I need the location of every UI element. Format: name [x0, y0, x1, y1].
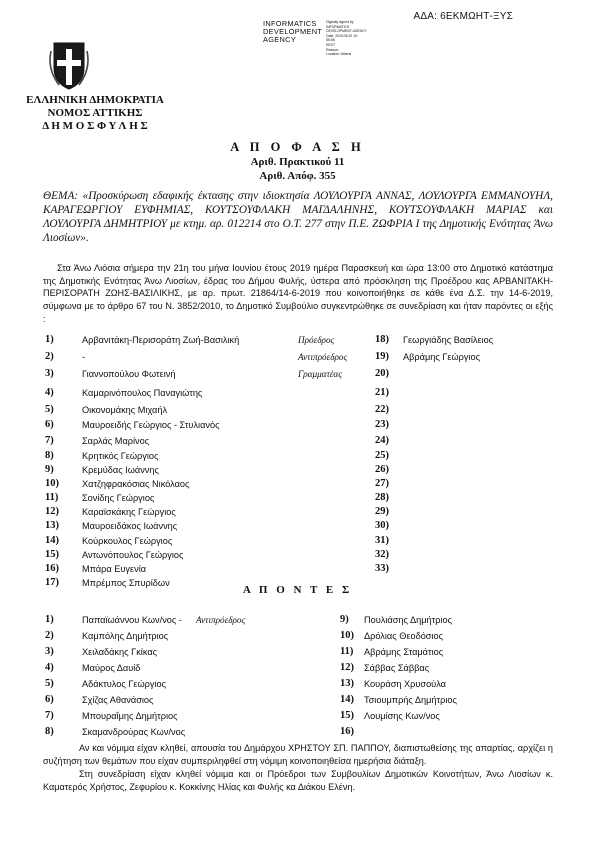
present-number: 2) — [45, 351, 54, 362]
present-name: Γεωργιάδης Βασίλειος — [403, 335, 494, 345]
absent-name: Μαύρος Δαυίδ — [82, 663, 141, 673]
present-number: 26) — [375, 464, 389, 475]
present-number: 12) — [45, 506, 59, 517]
absent-number: 11) — [340, 646, 354, 657]
present-name: Αντωνόπουλος Γεώργιος — [82, 550, 184, 560]
stamp-subline: Reason: — [326, 47, 339, 52]
absent-number: 1) — [45, 614, 54, 625]
present-number: 4) — [45, 387, 54, 398]
stamp-line: AGENCY — [263, 35, 297, 45]
present-number: 16) — [45, 563, 59, 574]
stamp-line: INFORMATICS — [263, 19, 317, 28]
present-number: 10) — [45, 478, 59, 489]
absent-number: 12) — [340, 662, 354, 673]
present-name: Σονίδης Γεώργιος — [82, 493, 155, 503]
stamp-subline: 55:08 — [326, 38, 335, 43]
present-number: 3) — [45, 368, 54, 379]
absent-name: Αβράμης Σταμάτιος — [364, 647, 444, 657]
absent-number: 15) — [340, 710, 354, 721]
greek-coat-of-arms-icon — [47, 41, 91, 91]
stamp-line: DEVELOPMENT — [263, 27, 323, 37]
absent-name: Μπουραΐμης Δημήτριος — [82, 711, 178, 721]
present-name: Κούρκουλος Γεώργιος — [82, 536, 173, 546]
absent-number: 7) — [45, 710, 54, 721]
present-name: Κρητικός Γεώργιος — [82, 451, 159, 461]
present-number: 19) — [375, 351, 389, 362]
absent-number: 10) — [340, 630, 354, 641]
issuer-header — [20, 94, 170, 133]
present-number: 17) — [45, 577, 59, 588]
absent-name: Δρόλιας Θεοδόσιος — [364, 631, 444, 641]
present-name: Μπρέμπος Σπυρίδων — [82, 578, 170, 588]
header-prefecture: ΝΟΜΟΣ ΑΤΤΙΚΗΣ — [47, 107, 143, 119]
minutes-number: Αριθ. Πρακτικού 11 — [250, 156, 345, 168]
absent-name: Χειλαδάκης Γκίκας — [82, 647, 158, 657]
present-number: 18) — [375, 334, 389, 345]
present-number: 33) — [375, 563, 389, 574]
stamp-subline: EEST — [326, 42, 336, 47]
document-title: Α Π Ο Φ Α Σ Η — [230, 140, 365, 154]
present-number: 5) — [45, 404, 54, 415]
present-number: 14) — [45, 535, 59, 546]
signature-stamp — [263, 20, 367, 57]
present-number: 23) — [375, 419, 389, 430]
present-number: 22) — [375, 404, 389, 415]
stamp-subline: Location: Athens — [326, 52, 352, 57]
stamp-subline: INFORMATICS — [326, 24, 350, 29]
present-number: 24) — [375, 435, 389, 446]
present-name: Χατζηφρακόσιας Νικόλαος — [82, 479, 190, 489]
stamp-subline: Date: 2019.06.20 10: — [326, 33, 358, 38]
header-country: ΕΛΛΗΝΙΚΗ ΔΗΜΟΚΡΑΤΙΑ — [26, 94, 164, 106]
present-name: Γιαννοπούλου Φωτεινή — [82, 369, 176, 379]
absent-name: Παπαϊωάννου Κων/νος - — [82, 615, 182, 625]
absent-number: 3) — [45, 646, 54, 657]
present-name: Οικονομάκης Μιχαήλ — [82, 405, 168, 415]
absent-name: Σχίζας Αθανάσιος — [82, 695, 154, 705]
absent-name: Πουλιάσης Δημήτριος — [364, 615, 453, 625]
present-number: 15) — [45, 549, 59, 560]
present-name: Αρβανιτάκη-Περισοράτη Ζωή-Βασιλική — [82, 335, 240, 345]
absent-number: 9) — [340, 614, 349, 625]
absent-number: 8) — [45, 726, 54, 737]
present-name: Μπάρα Ευγενία — [82, 564, 147, 574]
absent-number: 13) — [340, 678, 354, 689]
present-name: Σαρλάς Μαρίνος — [82, 436, 150, 446]
absent-number: 14) — [340, 694, 354, 705]
present-number: 1) — [45, 334, 54, 345]
present-number: 31) — [375, 535, 389, 546]
closing-paragraph-2: Στη συνεδρίαση είχαν κληθεί νόμιμα και οι Πρόεδροι των Συμβουλίων Δημοτικών Κοινοτήτων, Άνω Λιοσίων κ. Καματερός Χρήστος, Ζεφυρίου κ. Κοκκίνης Ηλίας και Φυλής κα Διάκου Ελένη. — [43, 769, 553, 792]
absent-name: Τσιουμπρής Δημήτριος — [364, 695, 457, 705]
present-number: 28) — [375, 492, 389, 503]
closing-paragraph-1: Αν και νόμιμα είχαν κληθεί, απουσία του Δημάρχου ΧΡΗΣΤΟΥ ΣΠ. ΠΑΠΠΟΥ, διαπιστωθείσης της απαρτίας, αρχίζει η συζήτηση των θεμάτων που είχαν συμπεριληφθεί στη νόμιμη κοινοποιηθείσα ημερήσια διάταξη. — [43, 743, 553, 766]
intro-paragraph: Στα Άνω Λιόσια σήμερα την 21η του μήνα Ιουνίου έτους 2019 ημέρα Παρασκευή και ώρα 13:00 στο Δημοτικό κατάστημα της Δημοτικής Ενότητας Άνω Λιοσίων, έδρας του Δήμου Φυλής, ύστερα από πρόσκληση της Προέδρου κας ΑΡΒΑΝΙΤΑΚΗ-ΠΕΡΙΣΟΡΑΤΗ ΖΩΗΣ-ΒΑΣΙΛΙΚΗΣ, με αρ. πρωτ. 21864/14-6-2019 που κοινοποιήθηκε σε κάθε ένα Δ.Σ. την 14-6-2019, σύμφωνα με το άρθρο 67 του Ν. 3852/2010, το Δημοτικό Συμβούλιο συγκεντρώθηκε σε συνεδρίαση και ήταν παρόντες οι εξής : — [43, 263, 553, 324]
absent-name: Σάββας Σάββας — [364, 663, 430, 673]
absent-name: Λουμίσης Κων/νος — [364, 711, 440, 721]
present-number: 13) — [45, 520, 59, 531]
absent-title: Α Π Ο Ν Τ Ε Σ — [242, 584, 353, 596]
header-municipality: Δ Η Μ Ο Σ Φ Υ Λ Η Σ — [42, 120, 148, 132]
absent-name: Αδάκτυλος Γεώργιος — [82, 679, 167, 689]
present-number: 32) — [375, 549, 389, 560]
absent-number: 16) — [340, 726, 354, 737]
present-number: 7) — [45, 435, 54, 446]
absent-number: 2) — [45, 630, 54, 641]
absent-role: Αντιπρόεδρος — [196, 615, 246, 625]
subject: ΘΕΜΑ: «Προσκύρωση εδαφικής έκτασης στην ιδιοκτησία ΛΟΥΛΟΥΡΓΑ ΑΝΝΑΣ, ΛΟΥΛΟΥΡΓΑ ΕΜΜΑΝΟΥΗΛ, ΚΑΡΑΓΕΩΡΓΙΟΥ ΕΥΦΗΜΙΑΣ, ΚΟΥΤΣΟΥΦΛΑΚΗ ΜΑΓΔΑΛΗΝΗΣ, ΚΟΥΤΣΟΥΦΛΑΚΗ ΜΑΡΙΑΣ και ΛΟΥΛΟΥΡΓΑ ΔΗΜΗΤΡΙΟΥ με κτημ. αρ. 012214 στο Ο.Τ. 277 στην Π.Ε. ΖΩΦΡΙΑ Ι της Δημοτικής Ενότητας Άνω Λιοσίων». — [43, 190, 553, 244]
present-number: 6) — [45, 419, 54, 430]
present-number: 8) — [45, 450, 54, 461]
present-number: 21) — [375, 387, 389, 398]
present-number: 9) — [45, 464, 54, 475]
present-name: - — [82, 352, 86, 362]
present-name: Αβράμης Γεώργιος — [403, 352, 481, 362]
present-number: 11) — [45, 492, 59, 503]
decision-number: Αριθ. Απόφ. 355 — [259, 170, 336, 182]
stamp-subline: Digitally signed by — [326, 20, 354, 24]
present-number: 29) — [375, 506, 389, 517]
present-name: Καραϊσκάκης Γεώργιος — [82, 507, 176, 517]
present-role: Γραμματέας — [298, 369, 342, 379]
present-number: 25) — [375, 450, 389, 461]
present-role: Πρόεδρος — [298, 335, 335, 345]
present-name: Καμαρινόπουλος Παναγιώτης — [82, 388, 203, 398]
absent-number: 5) — [45, 678, 54, 689]
present-role: Αντιπρόεδρος — [298, 352, 348, 362]
present-number: 30) — [375, 520, 389, 531]
absent-name: Κουράση Χρυσούλα — [364, 679, 446, 689]
absent-number: 4) — [45, 662, 54, 673]
present-name: Μαυροειδής Γεώργιος - Στυλιανός — [82, 420, 220, 430]
present-name: Μαυροειδάκος Ιωάννης — [82, 521, 178, 531]
absent-name: Καμπόλης Δημήτριος — [82, 631, 169, 641]
present-number: 27) — [375, 478, 389, 489]
present-number: 20) — [375, 368, 389, 379]
ada-code: ΑΔΑ: 6ΕΚΜΩΗΤ-ΞΥΣ — [413, 11, 513, 22]
stamp-subline: DEVELOPMENT AGENCY — [326, 29, 367, 34]
present-name: Κρεμύδας Ιωάννης — [82, 465, 159, 475]
absent-name: Σκαμανδρούρας Κων/νος — [82, 727, 186, 737]
absent-number: 6) — [45, 694, 54, 705]
